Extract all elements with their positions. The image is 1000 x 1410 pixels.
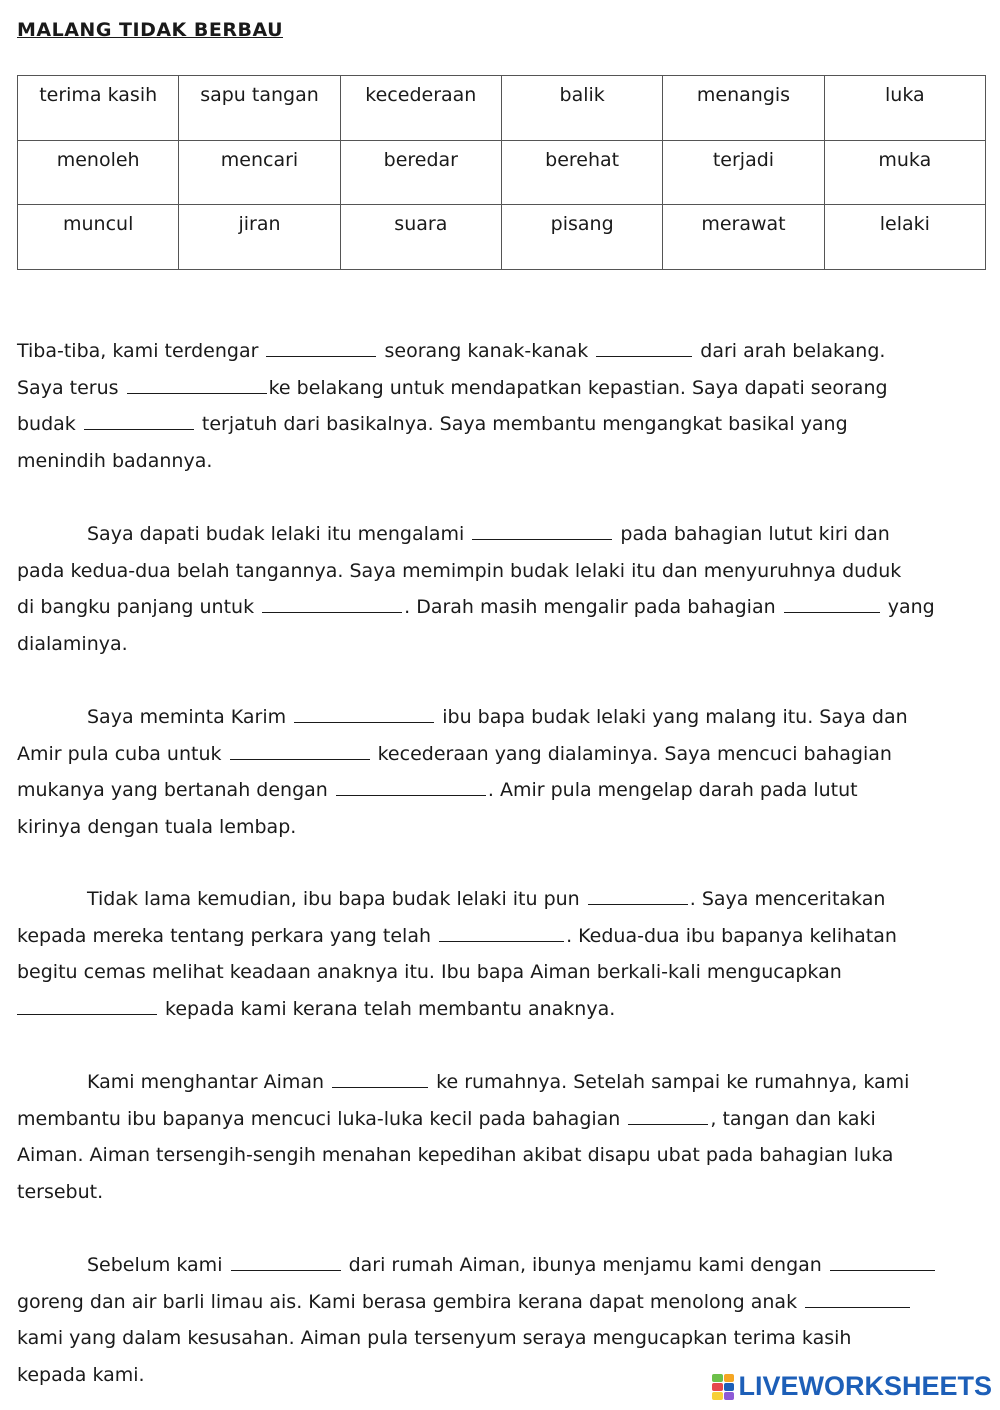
text-fragment: Amir pula cuba untuk [17, 742, 222, 765]
text-line: kami yang dalam kesusahan. Aiman pula tersenyum seraya mengucapkan terima kasih [17, 1327, 852, 1350]
word-bank-cell: menangis [663, 76, 824, 141]
word-bank-row [18, 205, 986, 270]
word-bank-cell: merawat [663, 205, 824, 270]
text-fragment: ke belakang untuk mendapatkan kepastian. Saya dapati seorang [268, 376, 888, 399]
text-fragment: ibu bapa budak lelaki yang malang itu. Saya dan [442, 706, 908, 728]
text-line: Aiman. Aiman tersengih-sengih menahan kepedihan akibat disapu ubat pada bahagian luka [17, 1144, 894, 1167]
blank-input[interactable] [266, 336, 376, 357]
paragraph-1 [17, 333, 992, 479]
text-fragment: yang [887, 596, 935, 619]
word-bank-cell: berehat [501, 140, 662, 205]
paragraph-5 [17, 1064, 992, 1210]
worksheet-title: MALANG TIDAK BERBAU [17, 19, 283, 41]
text-line: tersebut. [17, 1180, 104, 1203]
text-line: menindih badannya. [17, 449, 213, 472]
blank-input[interactable] [830, 1250, 935, 1271]
text-fragment: Saya dapati budak lelaki itu mengalami [87, 523, 465, 545]
text-fragment: seorang kanak-kanak [384, 340, 589, 362]
text-fragment: kepada kami kerana telah membantu anaknya. [165, 997, 616, 1020]
text-fragment: pada bahagian lutut kiri dan [620, 523, 890, 545]
blank-input[interactable] [84, 409, 194, 430]
logo-text: LIVEWORKSHEETS [738, 1371, 992, 1401]
text-line: pada kedua-dua belah tangannya. Saya memimpin budak lelaki itu dan menyuruhnya duduk [17, 559, 902, 582]
blank-input[interactable] [17, 994, 157, 1015]
word-bank-cell: sapu tangan [179, 76, 340, 141]
word-bank-cell: terjadi [663, 140, 824, 205]
text-fragment: Saya terus [17, 376, 119, 399]
word-bank-cell: pisang [501, 205, 662, 270]
word-bank-cell: balik [501, 76, 662, 141]
text-fragment: dari arah belakang. [700, 340, 886, 362]
text-fragment: kecederaan yang dialaminya. Saya mencuci bahagian [377, 742, 892, 765]
word-bank-cell: luka [824, 76, 985, 141]
blank-input[interactable] [262, 592, 402, 613]
text-fragment: . Saya menceritakan [689, 888, 886, 910]
text-fragment: Saya meminta Karim [87, 706, 287, 728]
text-fragment: . Darah masih mengalir pada bahagian [404, 596, 776, 619]
text-fragment: budak [17, 413, 76, 436]
word-bank-row [18, 76, 986, 141]
blank-input[interactable] [588, 884, 688, 905]
word-bank-cell: lelaki [824, 205, 985, 270]
word-bank-cell: beredar [340, 140, 501, 205]
paragraph-3 [17, 699, 992, 845]
text-fragment: , tangan dan kaki [710, 1107, 876, 1130]
text-fragment: kepada mereka tentang perkara yang telah [17, 924, 432, 947]
blank-input[interactable] [231, 1250, 341, 1271]
blank-input[interactable] [332, 1067, 428, 1088]
word-bank-cell: muka [824, 140, 985, 205]
text-fragment: goreng dan air barli limau ais. Kami berasa gembira kerana dapat menolong anak [17, 1290, 798, 1313]
word-bank-cell: muncul [18, 205, 179, 270]
text-fragment: terjatuh dari basikalnya. Saya membantu mengangkat basikal yang [201, 413, 848, 436]
blank-input[interactable] [472, 519, 612, 540]
word-bank-cell: kecederaan [340, 76, 501, 141]
blank-input[interactable] [805, 1287, 910, 1308]
blank-input[interactable] [294, 702, 434, 723]
blank-input[interactable] [127, 373, 267, 394]
liveworksheets-logo-icon [712, 1374, 734, 1400]
blank-input[interactable] [230, 739, 370, 760]
word-bank-table [17, 75, 986, 270]
text-fragment: ke rumahnya. Setelah sampai ke rumahnya, kami [436, 1071, 910, 1093]
word-bank-row [18, 140, 986, 205]
paragraph-4 [17, 881, 992, 1027]
text-fragment: Tidak lama kemudian, ibu bapa budak lelaki itu pun [87, 888, 580, 910]
word-bank-cell: jiran [179, 205, 340, 270]
text-fragment: . Amir pula mengelap darah pada lutut [487, 779, 858, 802]
text-fragment: di bangku panjang untuk [17, 596, 255, 619]
paragraph-2 [17, 516, 992, 662]
text-line: kepada kami. [17, 1363, 145, 1386]
text-fragment: Kami menghantar Aiman [87, 1071, 325, 1093]
text-fragment: mukanya yang bertanah dengan [17, 779, 328, 802]
blank-input[interactable] [596, 336, 692, 357]
blank-input[interactable] [439, 921, 564, 942]
text-fragment: membantu ibu bapanya mencuci luka-luka kecil pada bahagian [17, 1107, 621, 1130]
text-fragment: Sebelum kami [87, 1254, 223, 1276]
text-line: kirinya dengan tuala lembap. [17, 815, 297, 838]
text-line: begitu cemas melihat keadaan anaknya itu. Ibu bapa Aiman berkali-kali mengucapkan [17, 961, 842, 984]
blank-input[interactable] [784, 592, 880, 613]
word-bank-cell: mencari [179, 140, 340, 205]
blank-input[interactable] [628, 1104, 708, 1125]
text-fragment: dari rumah Aiman, ibunya menjamu kami dengan [348, 1254, 822, 1276]
word-bank-cell: terima kasih [18, 76, 179, 141]
text-line: dialaminya. [17, 632, 128, 655]
liveworksheets-logo [712, 1371, 992, 1402]
text-fragment: . Kedua-dua ibu bapanya kelihatan [566, 924, 897, 947]
word-bank-cell: menoleh [18, 140, 179, 205]
text-fragment: Tiba-tiba, kami terdengar [17, 340, 259, 362]
word-bank-cell: suara [340, 205, 501, 270]
blank-input[interactable] [336, 775, 486, 796]
